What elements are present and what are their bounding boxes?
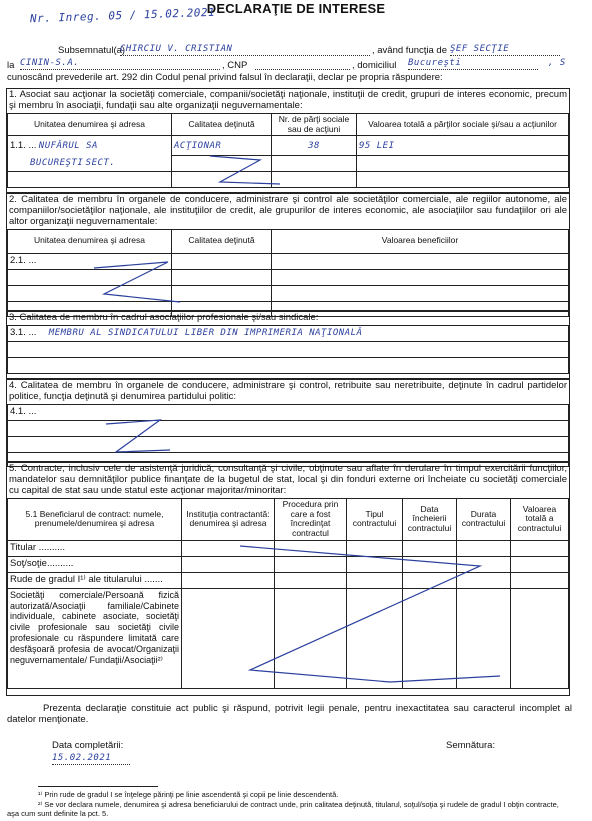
cancel-scribble xyxy=(90,414,190,460)
row-calitate: ACŢIONAR xyxy=(172,136,272,156)
signature-label: Semnătura: xyxy=(446,740,496,751)
section-3-table xyxy=(7,325,569,374)
col-nr: Nr. de părţi sociale sau de acţiuni xyxy=(272,113,357,136)
cancel-scribble xyxy=(80,254,190,310)
col-beneficiar: 5.1 Beneficiarul de contract: numele, prenumele/denumirea şi adresa xyxy=(8,498,182,540)
row-value: MEMBRU AL SINDICATULUI LIBER DIN IMPRIMERIA NAŢIONALĂ xyxy=(48,327,363,338)
cancel-scribble xyxy=(200,148,320,188)
row-titular: Titular .......... xyxy=(8,540,182,556)
col-durata: Durata contractului xyxy=(457,498,511,540)
row-unit-address: BUCUREŞTI xyxy=(30,158,84,169)
footnote-2: ²⁾ Se vor declara numele, denumirea şi adresa beneficiarului de contract unde, prin calitatea deţinută, titularul, soţul/soţia şi rudele de gradul I obţin contracte, aşa cum sunt definite la pct. 5. xyxy=(7,800,559,818)
col-unit: Unitatea denumirea şi adresa xyxy=(8,113,172,136)
section-2-heading: 2. Calitatea de membru în organele de conducere, administrare şi control ale societăţilor comerciale, ale regiilor autonome, ale companiilor/societăţilor naţionale, ale instituţiilor de credit, ale grupurilor de interes economic, ale asociaţiilor sau fundaţiilor ori ale altor organizaţii neguvernamentale: xyxy=(9,194,567,227)
section-3-heading: 3. Calitatea de membru în cadrul asociaţiilor profesionale şi/sau sindicale: xyxy=(9,312,319,323)
col-data: Data încheierii contractului xyxy=(403,498,457,540)
col-calitate: Calitatea deţinută xyxy=(172,113,272,136)
col-valoare: Valoarea totală a părţilor sociale şi/sau a acţiunilor xyxy=(357,113,569,136)
cancel-scribble xyxy=(210,540,510,690)
row-companies: Societăţi comerciale/Persoană fizică autorizată/Asociaţii familiale/Cabinete individuale, cabinete asociate, societăţi civile profesionale sau societăţi civile profesionale cu răspundere limitată care desfăşoară profesia de avocat/Organizaţii neguvernamentale/ Fundaţii/Asociaţii²⁾ xyxy=(8,588,182,688)
registration-number: Nr. Inreg. 05 / 15.02.2021 xyxy=(29,5,216,26)
col-beneficii: Valoarea beneficiilor xyxy=(272,229,569,253)
row-label: 1.1. ... xyxy=(10,139,37,151)
row-rude: Rude de gradul I¹⁾ ale titularului ....... xyxy=(8,572,182,588)
address-value: Bucureşti xyxy=(408,58,538,70)
document-title: DECLARAŢIE DE INTERESE xyxy=(206,1,386,16)
row-label: 2.1. ... xyxy=(8,253,172,269)
employer-value: CININ-S.A. xyxy=(20,58,220,70)
row-unit-extra: SECT. xyxy=(85,158,116,169)
la-label: la xyxy=(7,60,15,71)
section-5-heading: 5. Contracte, inclusiv cele de asistenţă juridică, consultanţă şi civile, obţinute sau aflate în derulare în timpul exercitării funcţiilor, mandatelor sau demnităţilor publice finanţate de la bugetul de stat, local şi din fonduri externe ori încheiate cu societăţi comerciale cu capital de stat sau unde statul este acţionar majoritar/minoritar: xyxy=(9,463,567,496)
col-unit: Unitatea denumirea şi adresa xyxy=(8,229,172,253)
declarant-name: CHIRCIU V. CRISTIAN xyxy=(120,44,370,56)
footnote-divider xyxy=(38,786,158,787)
footnote-1: ¹⁾ Prin rude de gradul I se înţelege părinţi pe linie ascendentă şi copii pe linie descendentă. xyxy=(38,790,339,799)
row-label: 3.1. ... xyxy=(10,326,37,338)
section-3 xyxy=(6,311,570,379)
row-valoare: 95 LEI xyxy=(357,136,569,156)
row-label: 4.1. ... xyxy=(8,404,569,420)
col-calitate: Calitatea deţinută xyxy=(172,229,272,253)
section-4-heading: 4. Calitatea de membru în organele de conducere, administrare şi control, retribuite sau neretribuite, deţinute în cadrul partidelor politice, funcţia deţinută şi denumirea partidului politic: xyxy=(9,380,567,402)
intro-statement: cunoscând prevederile art. 292 din Codul penal privind falsul în declaraţii, declar pe propria răspundere: xyxy=(7,72,443,83)
row-sot: Soţ/soţie.......... xyxy=(8,556,182,572)
col-institutia: Instituţia contractantă: denumirea şi adresa xyxy=(182,498,275,540)
date-label: Data completării: xyxy=(52,740,124,751)
row-unit: NUFĂRUL SA xyxy=(38,140,98,151)
closing-statement: Prezenta declaraţie constituie act public şi răspund, potrivit legii penale, pentru inexactitatea sau caracterul incomplet al datelor menţionate. xyxy=(7,703,572,725)
function-value: ŞEF SECŢIE xyxy=(450,44,560,56)
cnp-label: , CNP xyxy=(222,60,248,71)
functia-label: , având funcţia de xyxy=(372,45,447,56)
subsemnatul-label: Subsemnatul(a) xyxy=(58,45,126,56)
col-procedura: Procedura prin care a fost încredinţat contractul xyxy=(275,498,347,540)
col-tipul: Tipul contractului xyxy=(347,498,403,540)
domiciliul-label: , domiciliul xyxy=(352,60,397,71)
date-value: 15.02.2021 xyxy=(52,753,130,765)
cnp-value xyxy=(255,58,350,70)
row-nr: 38 xyxy=(272,136,357,156)
address-tail: , S xyxy=(548,58,566,68)
col-valoare: Valoarea totală a contractului xyxy=(511,498,569,540)
section-1-heading: 1. Asociat sau acţionar la societăţi comerciale, companii/societăţi naţionale, instituţii de credit, grupuri de interes economic, precum şi membru în asociaţii, fundaţii sau alte organizaţii neguvernamentale: xyxy=(9,89,567,111)
